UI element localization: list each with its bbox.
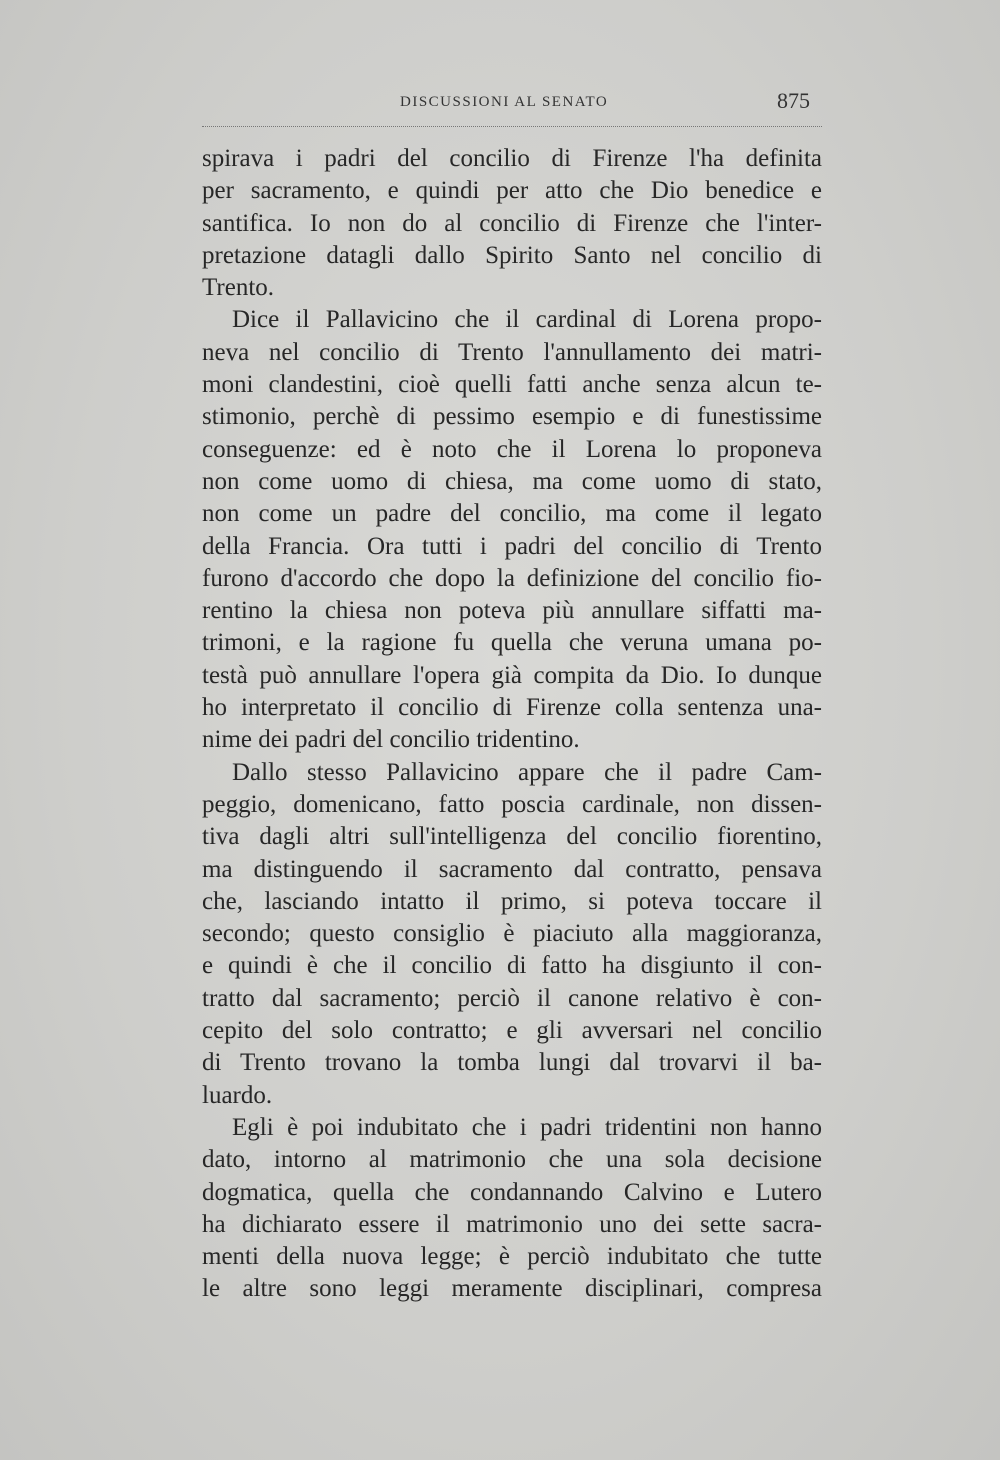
text-line: testà può annullare l'opera già compita da Dio. Io dunque [202,661,822,689]
text-line: pretazione datagli dallo Spirito Santo nel concilio di [202,241,822,269]
page-number: 875 [777,88,810,113]
text-line: della Francia. Ora tutti i padri del concilio di Trento [202,532,822,560]
running-head-title: DISCUSSIONI AL SENATO [400,94,609,110]
text-line: santifica. Io non do al concilio di Firenze che l'inter- [202,209,822,237]
text-line: Egli è poi indubitato che i padri tridentini non hanno [232,1113,822,1141]
text-line: cepito del solo contratto; e gli avversari nel concilio [202,1017,822,1045]
text-line: le altre sono leggi meramente disciplinari, compresa [202,1275,822,1303]
text-line: dato, intorno al matrimonio che una sola decisione [202,1146,822,1174]
text-line: trimoni, e la ragione fu quella che veruna umana po- [202,629,822,657]
text-line: menti della nuova legge; è perciò indubitato che tutte [202,1243,822,1271]
text-line: dogmatica, quella che condannando Calvino e Lutero [202,1178,822,1206]
body-text [202,143,822,1306]
text-line: rentino la chiesa non poteva più annullare siffatti ma- [202,597,822,625]
text-line: peggio, domenicano, fatto poscia cardinale, non dissen- [202,790,822,818]
text-line: Dice il Pallavicino che il cardinal di Lorena propo- [232,306,822,334]
text-line: e quindi è che il concilio di fatto ha disgiunto il con- [202,952,822,980]
text-line: furono d'accordo che dopo la definizione del concilio fio- [202,564,822,592]
text-line: stimonio, perchè di pessimo esempio e di funestissime [202,403,822,431]
header-divider [202,126,822,127]
text-line: Trento. [202,274,275,302]
text-line: Dallo stesso Pallavicino appare che il padre Cam- [232,758,822,786]
text-line: tiva dagli altri sull'intelligenza del concilio fiorentino, [202,823,822,851]
text-line: ho interpretato il concilio di Firenze colla sentenza una- [202,694,822,722]
text-line: tratto dal sacramento; perciò il canone relativo è con- [202,984,822,1012]
text-line: neva nel concilio di Trento l'annullamento dei matri- [202,338,822,366]
text-line: per sacramento, e quindi per atto che Dio benedice e [202,177,822,205]
text-line: spirava i padri del concilio di Firenze l'ha definita [202,145,822,172]
text-line: non come uomo di chiesa, ma come uomo di stato, [202,467,822,495]
text-line: che, lasciando intatto il primo, si poteva toccare il [202,887,822,915]
text-line: moni clandestini, cioè quelli fatti anche senza alcun te- [202,371,822,399]
text-line: di Trento trovano la tomba lungi dal trovarvi il ba- [202,1049,822,1077]
text-line: ma distinguendo il sacramento dal contratto, pensava [202,855,822,883]
text-line: non come un padre del concilio, ma come il legato [202,500,822,528]
running-head [202,88,822,128]
text-line: conseguenze: ed è noto che il Lorena lo proponeva [202,435,822,463]
text-line: luardo. [202,1081,273,1109]
text-line: ha dichiarato essere il matrimonio uno dei sette sacra- [202,1210,822,1238]
text-line: secondo; questo consiglio è piaciuto alla maggioranza, [202,920,822,948]
text-line: nime dei padri del concilio tridentino. [202,726,580,754]
